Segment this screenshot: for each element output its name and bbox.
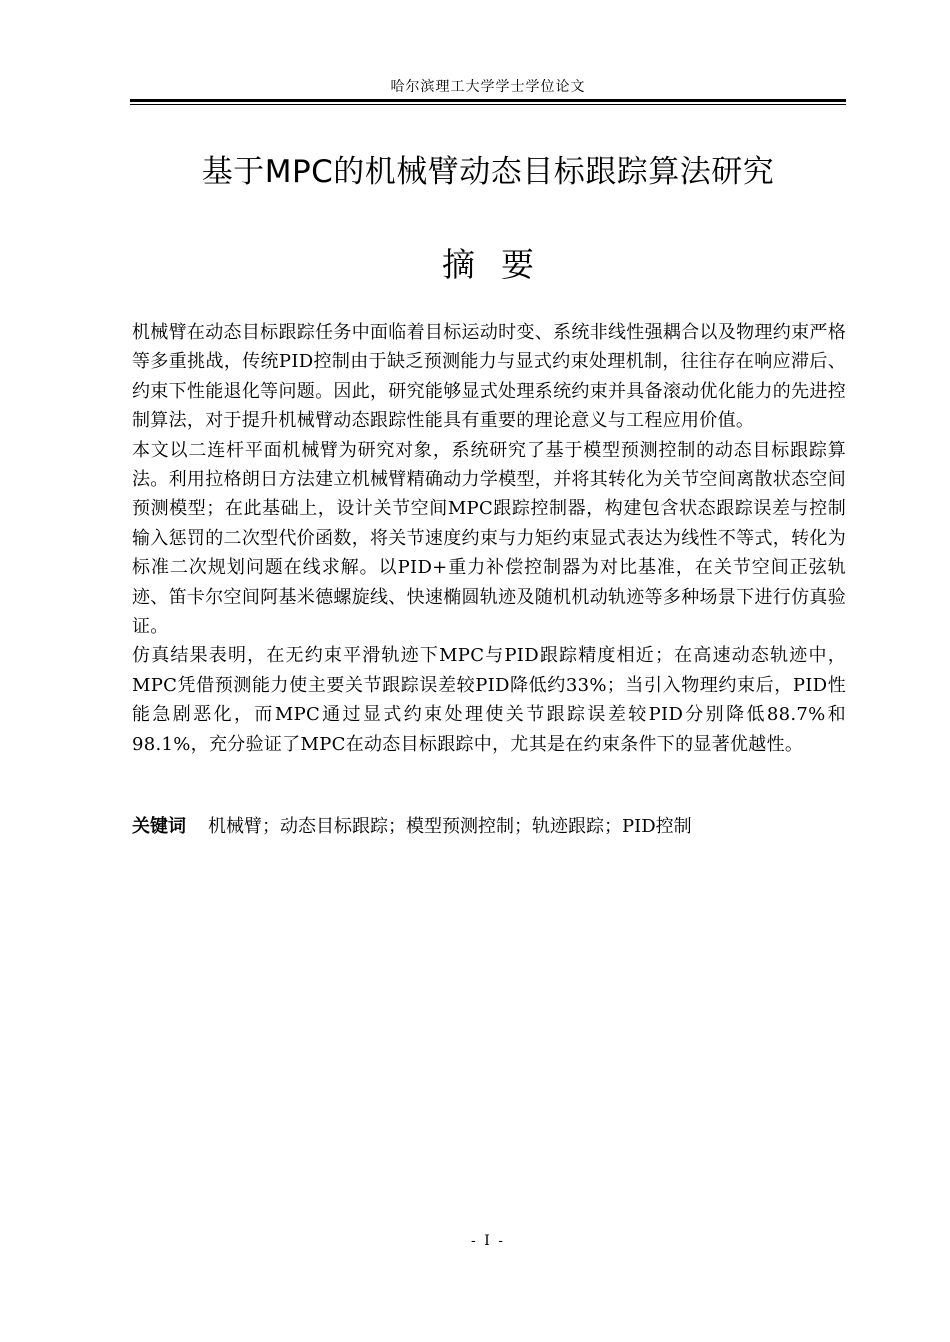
- keywords-label: 关键词: [132, 816, 186, 837]
- abstract-paragraph-3: 仿真结果表明，在无约束平滑轨迹下MPC与PID跟踪精度相近；在高速动态轨迹中，MPC凭借预测能力使主要关节跟踪误差较PID降低约33%；当引入物理约束后，PID性能急剧恶化，而MPC通过显式约束处理使关节跟踪误差较PID分别降低88.7%和98.1%，充分验证了MPC在动态目标跟踪中，尤其是在约束条件下的显著优越性。: [132, 645, 846, 755]
- abstract-body: [132, 318, 846, 759]
- abstract-paragraph-2: 本文以二连杆平面机械臂为研究对象，系统研究了基于模型预测控制的动态目标跟踪算法。利用拉格朗日方法建立机械臂精确动力学模型，并将其转化为关节空间离散状态空间预测模型；在此基础上，设计关节空间MPC跟踪控制器，构建包含状态跟踪误差与控制输入惩罚的二次型代价函数，将关节速度约束与力矩约束显式表达为线性不等式，转化为标准二次规划问题在线求解。以PID+重力补偿控制器为对比基准，在关节空间正弦轨迹、笛卡尔空间阿基米德螺旋线、快速椭圆轨迹及随机机动轨迹等多种场景下进行仿真验证。: [132, 439, 846, 638]
- page-number: - I -: [471, 1233, 505, 1249]
- abstract-heading: 摘要: [442, 245, 560, 284]
- abstract-paragraph-1: 机械臂在动态目标跟踪任务中面临着目标运动时变、系统非线性强耦合以及物理约束严格等多重挑战，传统PID控制由于缺乏预测能力与显式约束处理机制，往往存在响应滞后、约束下性能退化等问题。因此，研究能够显式处理系统约束并具备滚动优化能力的先进控制算法，对于提升机械臂动态跟踪性能具有重要的理论意义与工程应用价值。: [132, 322, 846, 432]
- running-header: 哈尔滨理工大学学士学位论文: [390, 79, 586, 95]
- header-rule-thick: [130, 99, 846, 102]
- header-rule-thin: [130, 104, 846, 105]
- thesis-title: 基于MPC的机械臂动态目标跟踪算法研究: [201, 154, 775, 190]
- keywords-text: 机械臂；动态目标跟踪；模型预测控制；轨迹跟踪；PID控制: [208, 816, 692, 837]
- keywords-line: [132, 812, 846, 841]
